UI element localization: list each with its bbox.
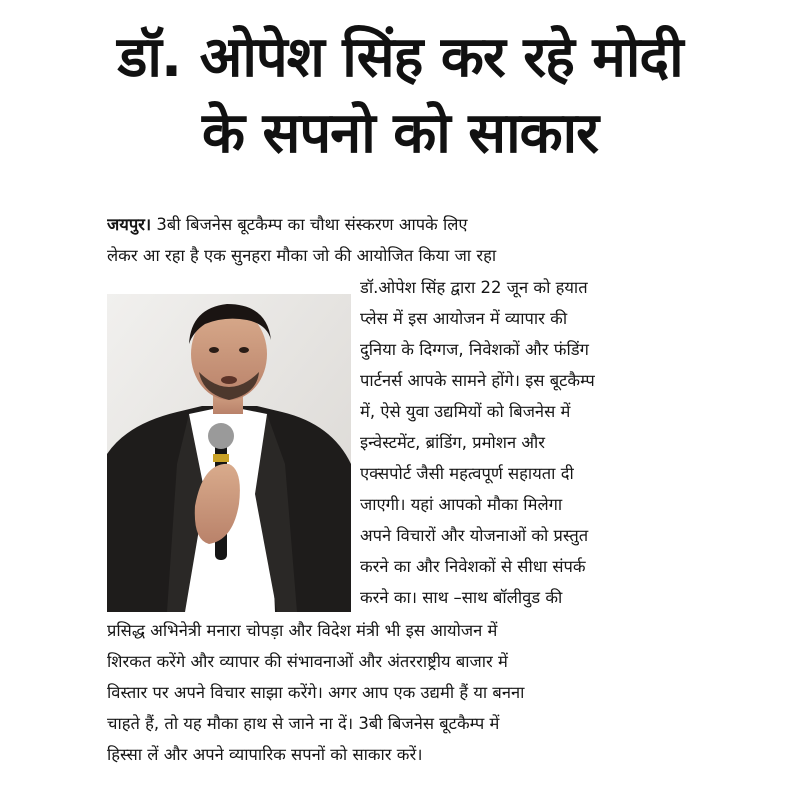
article-line-text: 3बी बिजनेस बूटकैम्प का चौथा संस्करण आपके लिए xyxy=(151,215,468,234)
article-line: में, ऐसे युवा उद्यमियों को बिजनेस में xyxy=(360,402,571,421)
article-line: डॉ.ओपेश सिंह द्वारा 22 जून को हयात xyxy=(360,278,588,297)
headline xyxy=(60,20,740,172)
dateline: जयपुर। xyxy=(107,215,152,234)
microphone-band xyxy=(213,454,229,462)
article-line: दुनिया के दिग्गज, निवेशकों और फंडिंग xyxy=(360,340,589,359)
article-line xyxy=(107,214,711,236)
article-line: प्लेस में इस आयोजन में व्यापार की xyxy=(360,309,568,328)
article-line: चाहते हैं, तो यह मौका हाथ से जाने ना दें। 3बी बिजनेस बूटकैम्प में xyxy=(107,714,500,733)
article-line: इन्वेस्टमेंट, ब्रांडिंग, प्रमोशन और xyxy=(360,433,545,452)
speaker-photo-image xyxy=(107,294,351,612)
left-eye xyxy=(209,347,219,353)
article-line: हिस्सा लें और अपने व्यापारिक सपनों को साकार करें। xyxy=(107,745,423,764)
article-line: जाएगी। यहां आपको मौका मिलेगा xyxy=(360,495,563,514)
article-line: लेकर आ रहा है एक सुनहरा मौका जो की आयोजित किया जा रहा xyxy=(107,246,497,265)
article-line: पार्टनर्स आपके सामने होंगे। इस बूटकैम्प xyxy=(360,371,595,390)
article-line: विस्तार पर अपने विचार साझा करेंगे। अगर आप एक उद्यमी हैं या बनना xyxy=(107,683,525,702)
speaker-photo xyxy=(107,294,351,612)
article-line: प्रसिद्ध अभिनेत्री मनारा चोपड़ा और विदेश मंत्री भी इस आयोजन में xyxy=(107,621,498,640)
article-line: अपने विचारों और योजनाओं को प्रस्तुत xyxy=(360,526,589,545)
headline-line-2: के सपनो को साकार xyxy=(201,101,599,166)
article-line: शिरकत करेंगे और व्यापार की संभावनाओं और अंतरराष्ट्रीय बाजार में xyxy=(107,652,508,671)
mouth xyxy=(221,376,237,384)
article-line: एक्सपोर्ट जैसी महत्वपूर्ण सहायता दी xyxy=(360,464,574,483)
article-line: करने का और निवेशकों से सीधा संपर्क xyxy=(360,557,586,576)
headline-line-1: डॉ. ओपेश सिंह कर रहे मोदी xyxy=(117,25,683,90)
microphone-head xyxy=(208,423,234,449)
right-eye xyxy=(239,347,249,353)
article-line: करने का। साथ –साथ बॉलीवुड की xyxy=(360,588,563,607)
